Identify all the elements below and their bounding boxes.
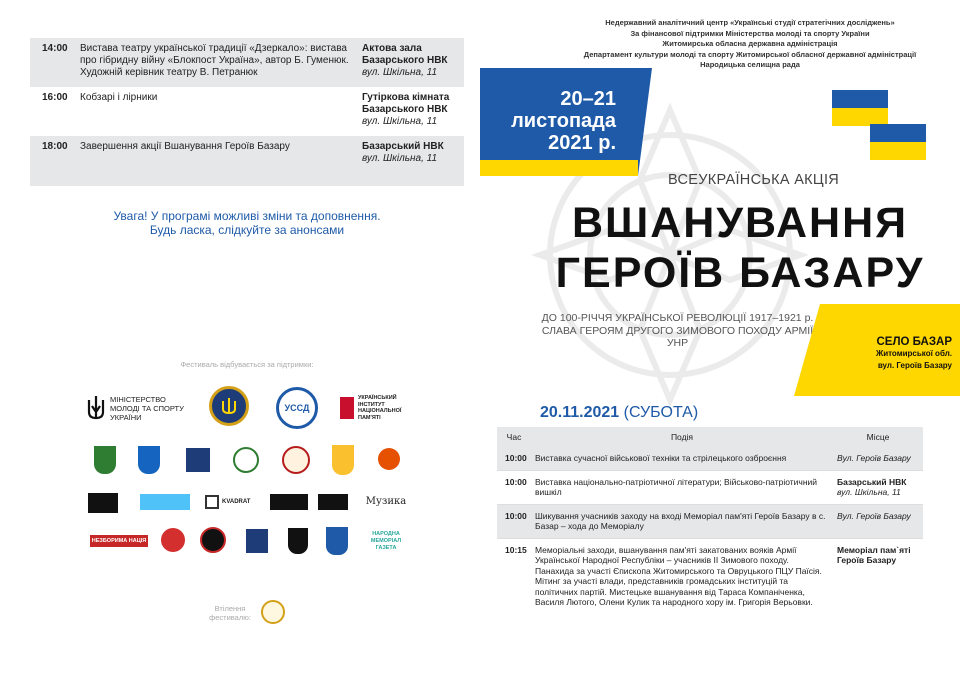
village-title: СЕЛО БАЗАР xyxy=(876,336,952,348)
header-time: Час xyxy=(506,431,522,442)
organizer-line: Недержавний аналітичний центр «Українські студії стратегічних досліджень» xyxy=(605,18,895,27)
table-row xyxy=(497,471,923,505)
village-region: Житомирської обл. xyxy=(875,349,952,358)
trident-icon xyxy=(220,396,238,416)
place-address: вул. Шкільна, 11 xyxy=(362,116,438,127)
row-event: Меморіальні заходи, вшанування пам'яті закатованих вояків Армії Української Народної Республіки – учасників ІІ Зимового походу. Панахида за участі Єпископа Житомирського та Овруцького ПЦУ Паїсія. Мітинг за участі влади, представників громадських інституцій та політичних партій. Мистецьке вшанування від Тараса Компаніченка, Василя Лютого, Олени Кулик та народного хору ім. Григорія Верьовки. xyxy=(535,544,822,607)
table-row xyxy=(497,539,923,614)
place-name: Базарський НВК xyxy=(362,141,444,152)
ministry-logo-text: МІНІСТЕРСТВО МОЛОДІ ТА СПОРТУ УКРАЇНИ xyxy=(110,394,184,422)
organizers xyxy=(540,18,960,71)
place-name: Актова зала Базарського НВК xyxy=(362,43,448,66)
place-name: Гутіркова кімната Базарського НВК xyxy=(362,92,450,115)
row-time: 18:00 xyxy=(42,141,68,152)
sponsors-title: Фестиваль відбувається за підтримки: xyxy=(180,360,314,369)
day-date: 20.11.2021 xyxy=(540,404,620,421)
event-title xyxy=(540,198,940,298)
trident-icon xyxy=(85,394,107,422)
notice-line-2: Будь ласка, слідкуйте за анонсами xyxy=(149,223,345,237)
organizer-line: Департамент культури молоді та спорту Житомирської обласної державної адміністрації xyxy=(583,49,917,59)
event-title-line-1: ВШАНУВАННЯ xyxy=(571,199,909,247)
muzika-logo: Музика xyxy=(365,495,407,507)
emblem-logo xyxy=(209,386,249,426)
row-place xyxy=(835,477,923,498)
black-logo xyxy=(270,494,308,510)
place-name: Меморіал пам`яті Героїв Базару xyxy=(837,544,911,565)
ministry-logo xyxy=(85,392,193,424)
table-row xyxy=(30,38,464,87)
row-time: 10:00 xyxy=(505,510,527,521)
place-address: вул. Шкільна, 11 xyxy=(837,487,901,497)
row-time: 16:00 xyxy=(42,92,68,103)
round-logo xyxy=(282,446,310,474)
kvadrat-mark-icon xyxy=(205,495,219,509)
blue-logo xyxy=(140,494,190,510)
date-line-3: 2021 р. xyxy=(548,132,616,154)
place-name: Базарський НВК xyxy=(837,476,907,487)
row-event: Завершення акції Вшанування Героїв Базару xyxy=(80,141,290,152)
row-place xyxy=(835,545,923,608)
row-event: Шикування учасників заходу на вході Меморіал пам'яті Героїв Базару в с. Базар – хода до Меморіалу xyxy=(535,510,826,531)
place-address: вул. Шкільна, 11 xyxy=(362,153,438,164)
uinp-logo-text: УКРАЇНСЬКИЙ ІНСТИТУТ НАЦІОНАЛЬНОЇ ПАМ'ЯТІ xyxy=(358,395,402,421)
uinp-mark-icon xyxy=(340,397,354,419)
uinp-logo xyxy=(340,393,440,423)
round-logo xyxy=(161,528,185,552)
nezboryma-logo: НЕЗБОРИМА НАЦІЯ xyxy=(90,535,148,547)
coat-of-arms-logo xyxy=(138,446,160,474)
event-subtitle: ВСЕУКРАЇНСЬКА АКЦІЯ xyxy=(668,172,840,188)
table-row xyxy=(497,505,923,539)
row-time: 10:00 xyxy=(505,453,527,463)
row-event: Виставка сучасної військової техніки та стрілецького озброєння xyxy=(535,453,787,463)
event-dedication: ДО 100-РІЧЧЯ УКРАЇНСЬКОЇ РЕВОЛЮЦІЇ 1917–1921 р. СЛАВА ГЕРОЯМ ДРУГОГО ЗИМОВОГО ПОХОДУ АРМІЇ УНР xyxy=(541,312,814,349)
row-time: 10:15 xyxy=(505,544,527,555)
event-title-line-2: ГЕРОЇВ БАЗАРУ xyxy=(555,249,925,297)
date-line-2: листопада xyxy=(511,110,616,132)
table-header xyxy=(497,427,923,447)
row-place xyxy=(362,43,464,79)
kvadrat-logo xyxy=(205,491,265,513)
shield-logo xyxy=(326,527,348,555)
black-logo xyxy=(318,494,348,510)
village-street: вул. Героїв Базару xyxy=(877,361,952,370)
program-notice xyxy=(30,209,464,237)
day-heading xyxy=(540,404,698,422)
table-row xyxy=(30,87,464,136)
row-time: 10:00 xyxy=(505,476,527,487)
date-line-1: 20–21 xyxy=(560,88,616,110)
implementer-logo xyxy=(261,600,285,624)
shield-logo xyxy=(246,529,268,553)
header-place: Місце xyxy=(866,431,890,442)
table-row xyxy=(497,447,923,471)
ukraine-flag-icon xyxy=(832,90,888,126)
kvadrat-logo-text: KVADRAT xyxy=(222,498,251,505)
round-logo xyxy=(200,527,226,553)
row-event: Кобзарі і лірники xyxy=(80,92,158,103)
black-logo xyxy=(88,493,118,513)
notice-line-1: Увага! У програмі можливі зміни та доповнення. xyxy=(113,209,381,223)
village-box xyxy=(820,304,960,396)
row-place: Вул. Героїв Базару xyxy=(837,510,911,521)
date-banner-stripe xyxy=(480,160,638,176)
place-address: вул. Шкільна, 11 xyxy=(362,67,438,78)
ukraine-flag-icon xyxy=(870,124,926,160)
row-event: Вистава театру української традиції «Дзеркало»: вистава про гібридну війну «Блокпост Україна», автор Б. Гуменюк. Художній керівник театру В. Петранюк xyxy=(80,43,349,78)
round-logo xyxy=(233,447,259,473)
row-place xyxy=(362,141,464,178)
row-place xyxy=(362,92,464,128)
left-schedule-table xyxy=(30,38,464,186)
day-name: (СУБОТА) xyxy=(623,404,699,421)
row-event: Виставка національно-патріотичної літератури; Військово-патріотичний вишкіл xyxy=(535,476,818,497)
implementation-label: Втілення фестивалю: xyxy=(209,604,251,622)
gazeta-logo: НАРОДНА МЕМОРІАЛ ГАЗЕТА xyxy=(370,530,402,551)
coat-of-arms-logo xyxy=(94,446,116,474)
shield-logo xyxy=(288,528,308,554)
square-logo xyxy=(186,448,210,472)
header-event: Подія xyxy=(670,431,694,442)
table-row xyxy=(30,136,464,186)
right-schedule-table xyxy=(497,427,923,614)
row-place: Вул. Героїв Базару xyxy=(837,453,911,463)
row-time: 14:00 xyxy=(42,43,68,54)
organizer-line: За фінансової підтримки Міністерства молоді та спорту України xyxy=(630,28,870,38)
organizer-line: Житомирська обласна державна адміністрація xyxy=(662,39,838,49)
ussd-logo: УССД xyxy=(276,387,318,429)
shield-logo xyxy=(332,445,354,475)
right-page xyxy=(480,0,960,678)
round-logo xyxy=(378,448,400,470)
organizer-line: Народицька селищна рада xyxy=(700,60,800,70)
